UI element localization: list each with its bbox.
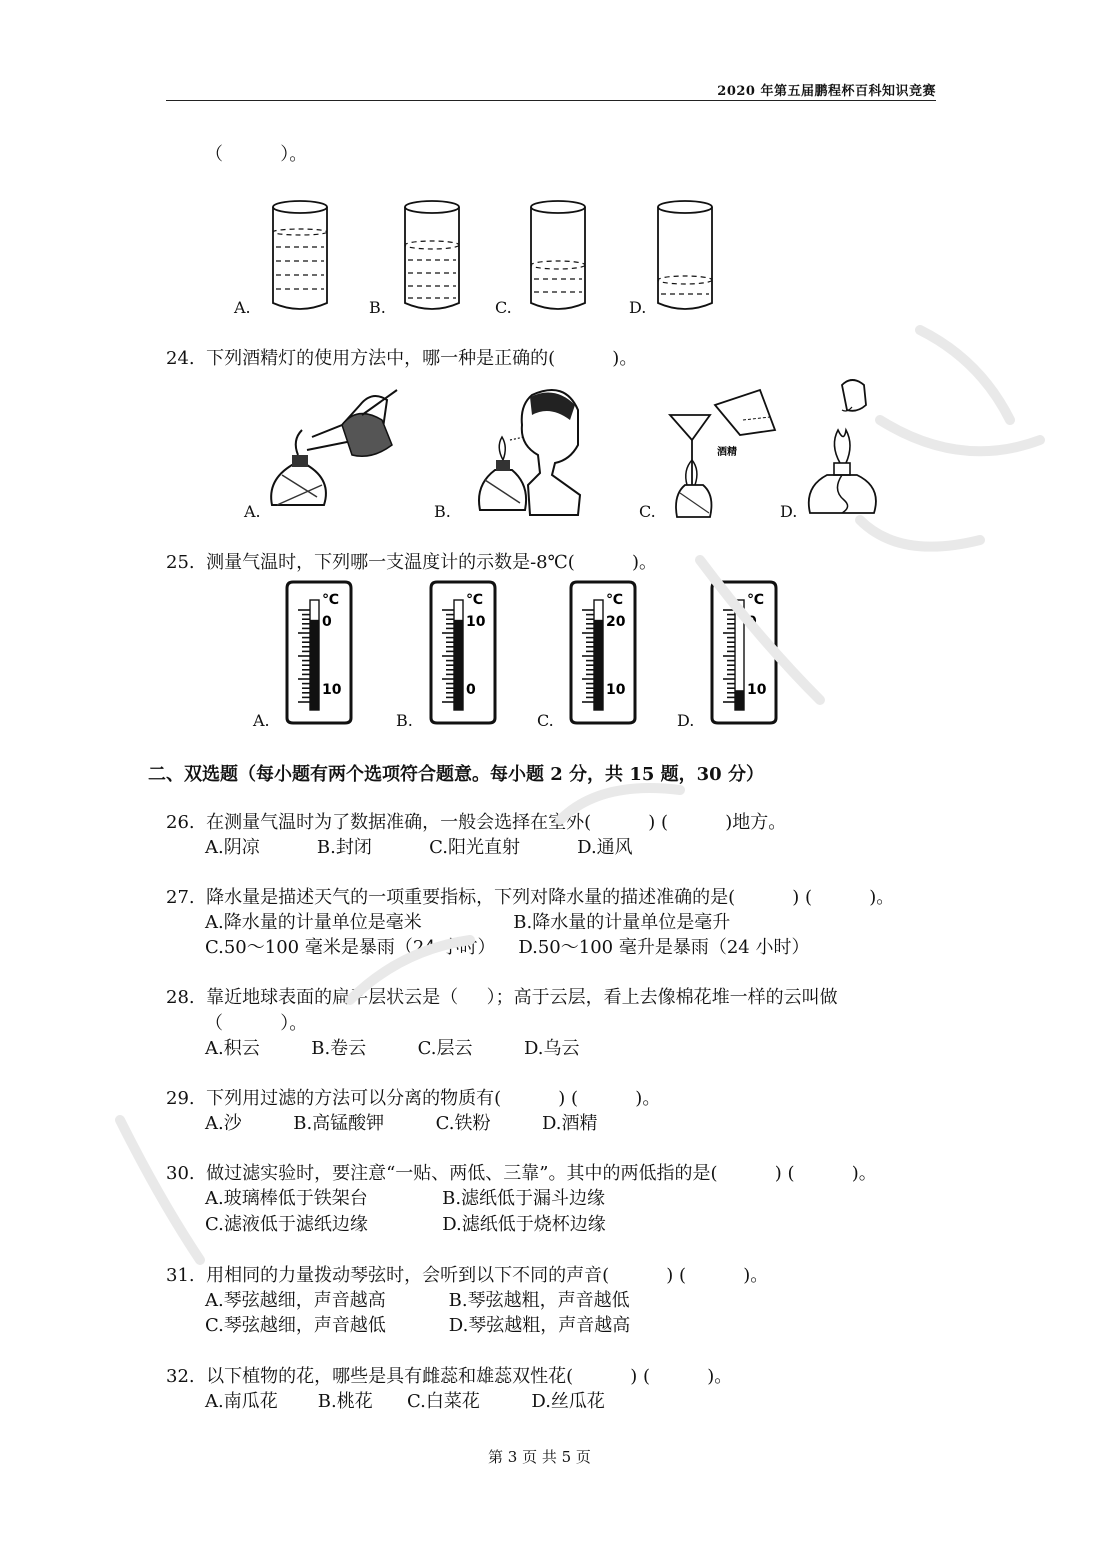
alcohol-lamp-a-image [262,385,402,520]
thermometer-mercury [454,620,463,710]
cylinder-a [270,195,330,317]
thermometer-bottom-label: 10 [747,682,767,698]
q23-option-c: C. [495,298,512,317]
q23-option-d: D. [629,298,647,317]
thermometer-mercury [594,620,603,710]
section-2-title: 二、双选题（每小题有两个选项符合题意。每小题 2 分，共 15 题，30 分） [148,764,764,785]
q24-option-a: A. [244,502,261,521]
q26-options: A.阴凉 B.封闭 C.阳光直射 D.通风 [205,837,633,858]
thermometer-top-label: 0 [322,614,332,630]
q28-options: A.积云 B.卷云 C.层云 D.乌云 [205,1038,580,1059]
cylinder-d [655,195,715,317]
header-rule [166,100,936,101]
q30-options-row1: A.玻璃棒低于铁架台 B.滤纸低于漏斗边缘 [205,1188,606,1209]
q23-tail: （ ）。 [205,144,308,165]
cylinder-b [402,195,462,317]
q25-option-b: B. [396,711,413,730]
q25-option-d: D. [677,711,695,730]
q29-options: A.沙 B.高锰酸钾 C.铁粉 D.酒精 [205,1113,598,1134]
q25-option-c: C. [537,711,554,730]
alcohol-lamp-d-image [802,375,887,520]
q32-options: A.南瓜花 B.桃花 C.白菜花 D.丝瓜花 [205,1391,605,1412]
q28-stem: 28. 靠近地球表面的扁平层状云是（ ）；高于云层，看上去像棉花堆一样的云叫做 [166,987,838,1008]
q25-stem: 25. 测量气温时，下列哪一支温度计的示数是-8℃( )。 [166,552,657,573]
thermometer-bottom-label: 10 [322,682,342,698]
thermometer-mercury [310,620,319,710]
page-number: 第 3 页 共 5 页 [488,1448,591,1466]
q30-stem: 30. 做过滤实验时，要注意“一贴、两低、三靠”。其中的两低指的是( ) ( )。 [166,1163,877,1184]
q27-options-row2: C.50～100 毫米是暴雨（24 小时） D.50～100 毫升是暴雨（24 小时） [205,937,810,958]
q23-option-a: A. [234,298,251,317]
q24-stem: 24. 下列酒精灯的使用方法中，哪一种是正确的( )。 [166,348,638,369]
q27-stem: 27. 降水量是描述天气的一项重要指标，下列对降水量的描述准确的是( ) ( )。 [166,887,895,908]
cylinder-c [528,195,588,317]
thermometer-mercury [735,690,744,710]
q24-c-label: 酒精 [717,447,737,458]
q31-stem: 31. 用相同的力量拨动琴弦时，会听到以下不同的声音( ) ( )。 [166,1265,769,1286]
q28-stem-2: （ ）。 [205,1013,308,1034]
q27-options-row1: A.降水量的计量单位是毫米 B.降水量的计量单位是毫升 [205,912,731,933]
thermometer-b [428,580,498,725]
q31-options-row2: C.琴弦越细，声音越低 D.琴弦越粗，声音越高 [205,1315,631,1336]
q32-stem: 32. 以下植物的花，哪些是具有雌蕊和雄蕊双性花( ) ( )。 [166,1366,733,1387]
alcohol-lamp-c-image [665,385,780,520]
q30-options-row2: C.滤液低于滤纸边缘 D.滤纸低于烧杯边缘 [205,1214,606,1235]
q26-stem: 26. 在测量气温时为了数据准确，一般会选择在室外( ) ( )地方。 [166,812,787,833]
header-title: 2020 年第五届鹏程杯百科知识竞赛 [717,84,936,99]
thermometer-top-label: 10 [466,614,486,630]
thermometer-unit: ℃ [466,592,483,608]
q24-option-c: C. [639,502,656,521]
alcohol-lamp-b-image [470,385,580,520]
q31-options-row1: A.琴弦越细，声音越高 B.琴弦越粗，声音越低 [205,1290,630,1311]
thermometer-bottom-label: 0 [466,682,476,698]
q23-option-b: B. [369,298,386,317]
q24-option-d: D. [780,502,798,521]
q24-option-b: B. [434,502,451,521]
q25-option-a: A. [253,711,270,730]
thermometer-unit: ℃ [747,592,764,608]
q29-stem: 29. 下列用过滤的方法可以分离的物质有( ) ( )。 [166,1088,661,1109]
thermometer-top-label: 20 [606,614,626,630]
thermometer-a [284,580,354,725]
thermometer-unit: ℃ [606,592,623,608]
thermometer-d [709,580,779,725]
thermometer-unit: ℃ [322,592,339,608]
thermometer-bottom-label: 10 [606,682,626,698]
thermometer-c [568,580,638,725]
thermometer-top-label: 0 [747,614,757,630]
